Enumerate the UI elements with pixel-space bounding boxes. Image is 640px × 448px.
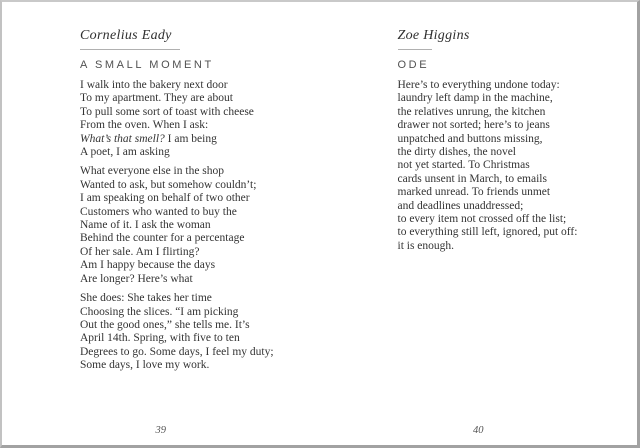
page-number: 40 (473, 425, 484, 436)
italic-phrase: What’s that smell? (80, 132, 165, 145)
stanza (80, 79, 320, 159)
poem-title: ODE (397, 59, 430, 71)
poem-line: marked unread. To friends unmet (397, 186, 551, 199)
poem-line: Of her sale. Am I flirting? (80, 245, 200, 258)
stanza (80, 165, 320, 286)
author-name: Zoe Higgins (397, 28, 470, 43)
poem-line: A poet, I am asking (80, 146, 170, 159)
poem-line: Some days, I love my work. (80, 359, 210, 372)
poem-line: Wanted to ask, but somehow couldn’t; (80, 178, 257, 191)
poem-line: Degrees to go. Some days, I feel my duty; (80, 345, 274, 358)
poem-line: the relatives unrung, the kitchen (397, 105, 546, 118)
poem-line: laundry left damp in the machine, (397, 92, 553, 105)
poem-title: A SMALL MOMENT (80, 59, 214, 71)
poem-body (398, 79, 638, 253)
poem-line: To my apartment. They are about (80, 92, 233, 105)
poem-line: She does: She takes her time (80, 292, 212, 305)
page-number: 39 (155, 425, 166, 436)
poem-line: it is enough. (397, 239, 455, 252)
poem-line: Choosing the slices. “I am picking (80, 305, 239, 318)
poem-line: I walk into the bakery next door (80, 79, 228, 91)
poem-line: I am speaking on behalf of two other (80, 192, 250, 205)
poem-line: What everyone else in the shop (80, 165, 225, 178)
poem-line: and deadlines unaddressed; (397, 199, 524, 212)
poem-line: to everything still left, ignored, put off: (397, 226, 578, 239)
poem-line: Here’s to everything undone today: (397, 79, 560, 91)
poem-line: the dirty dishes, the novel (397, 146, 516, 159)
author-name: Cornelius Eady (80, 28, 172, 43)
poem-line: Name of it. I ask the woman (80, 219, 211, 232)
poem-line: Are longer? Here’s what (80, 272, 193, 285)
poem-line: not yet started. To Christmas (397, 159, 530, 172)
poem-line: drawer not sorted; here’s to jeans (397, 119, 550, 132)
poem-line: From the oven. When I ask: (80, 119, 209, 132)
poem-line: What’s that smell? I am being (80, 132, 217, 145)
poem-line: Customers who wanted to buy the (80, 205, 237, 218)
stanza (398, 79, 638, 253)
page-right (320, 2, 638, 445)
poem-line: To pull some sort of toast with cheese (80, 105, 254, 118)
author-rule (398, 49, 432, 50)
poem-line: April 14th. Spring, with five to ten (80, 332, 240, 345)
poem-line: Behind the counter for a percentage (80, 232, 245, 245)
poem-line: cards unsent in March, to emails (397, 172, 547, 185)
poem-line: unpatched and buttons missing, (397, 132, 543, 145)
poem-line: to every item not crossed off the list; (397, 213, 567, 226)
stanza (80, 292, 320, 372)
author-rule (80, 49, 180, 50)
poem-line: Am I happy because the days (80, 259, 216, 272)
poem-line: Out the good ones,” she tells me. It’s (80, 318, 250, 331)
page-left (2, 2, 320, 445)
poem-body (80, 79, 320, 373)
